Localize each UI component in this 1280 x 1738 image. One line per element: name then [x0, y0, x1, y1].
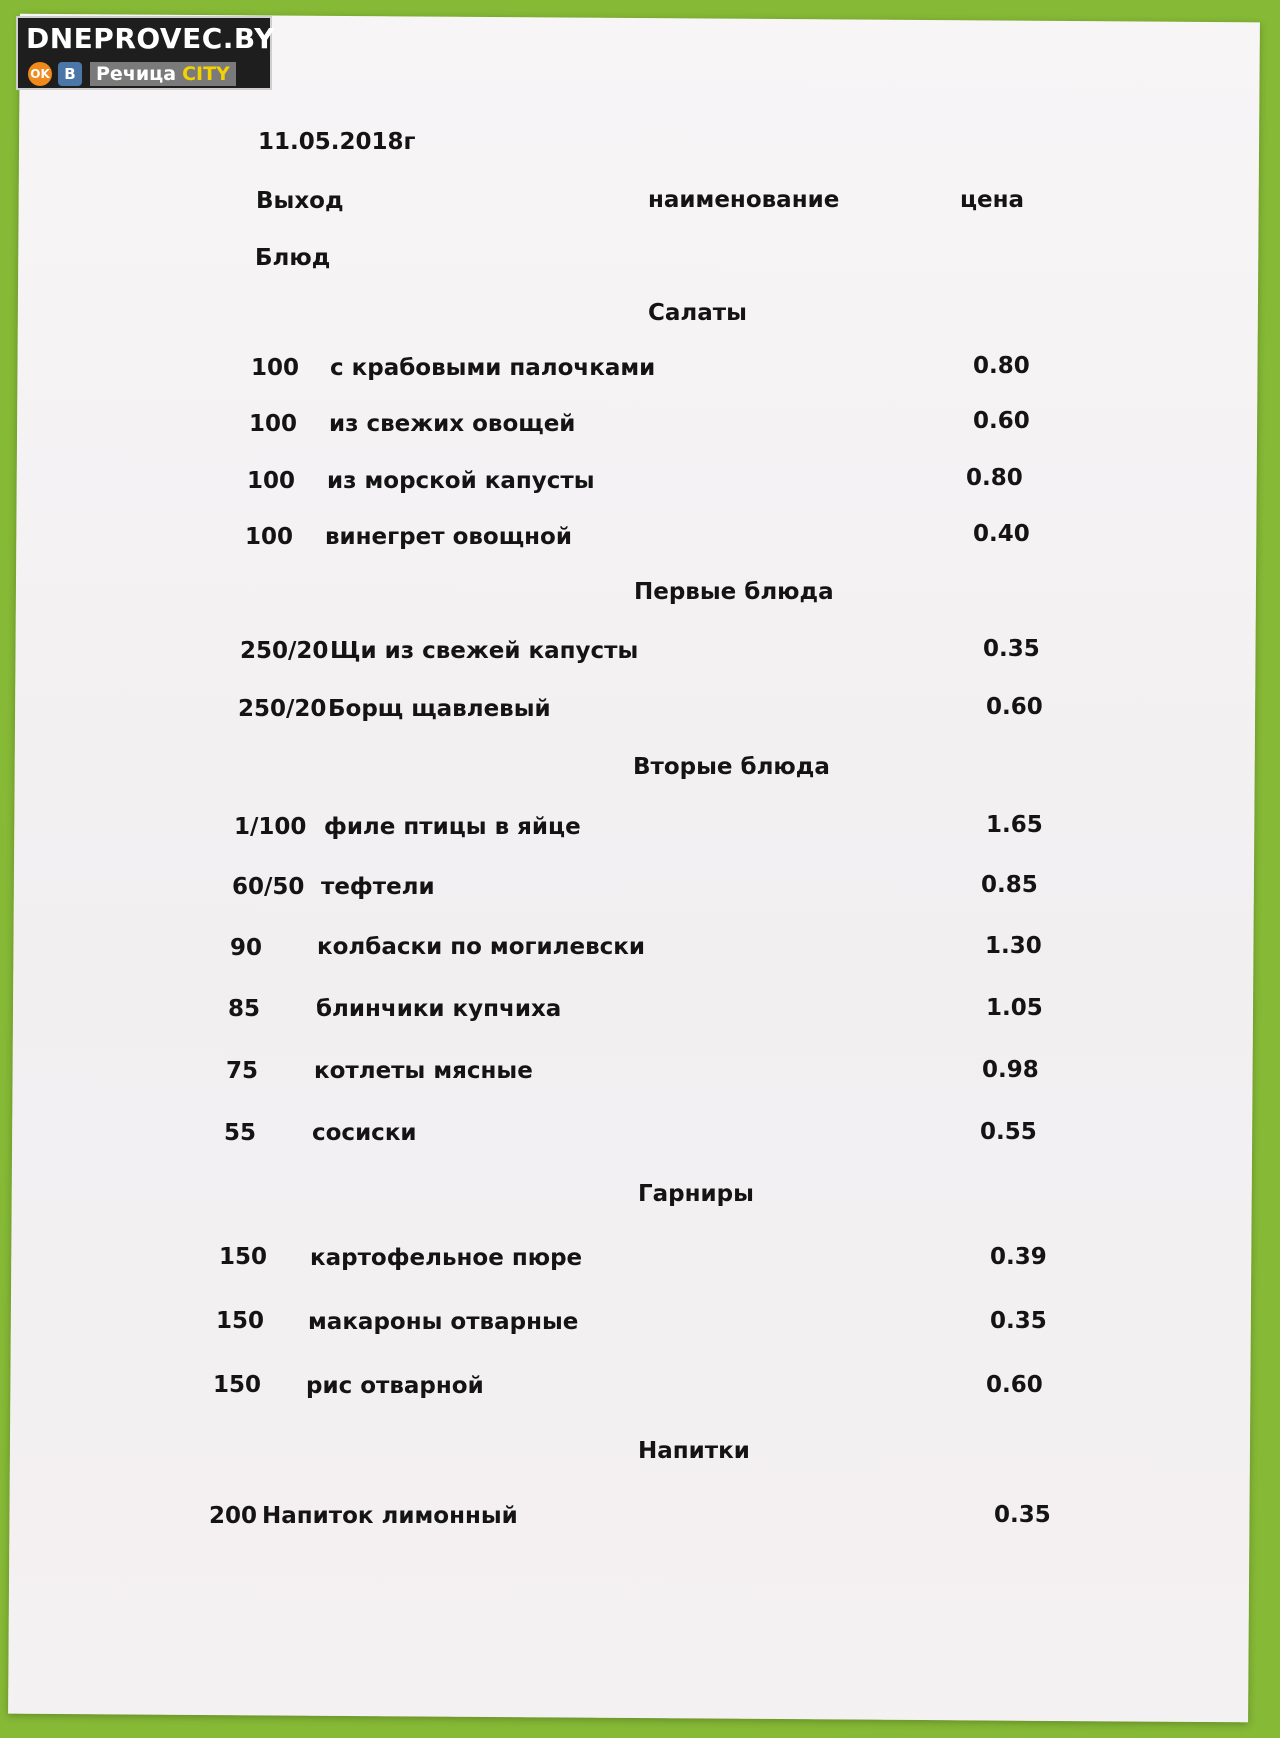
vk-icon: B — [58, 62, 82, 86]
item-name: винегрет овощной — [325, 524, 572, 550]
item-price: 0.55 — [980, 1119, 1037, 1145]
item-price: 0.60 — [986, 1372, 1043, 1398]
odnoklassniki-icon: OK — [28, 62, 52, 86]
item-price: 0.85 — [981, 872, 1038, 898]
item-price: 1.65 — [986, 812, 1043, 838]
item-price: 1.30 — [985, 933, 1042, 959]
item-name: Щи из свежей капусты — [330, 638, 639, 664]
item-name: филе птицы в яйце — [324, 814, 581, 840]
watermark-city-name: Речица — [96, 63, 177, 85]
item-portion: 55 — [224, 1120, 257, 1146]
item-portion: 100 — [251, 355, 300, 381]
item-name: Борщ щавлевый — [328, 696, 551, 722]
item-price: 0.35 — [994, 1502, 1051, 1528]
item-name: из свежих овощей — [329, 411, 576, 437]
item-name: тефтели — [321, 874, 435, 900]
item-price: 0.60 — [973, 408, 1030, 434]
item-price: 0.80 — [966, 465, 1023, 491]
item-portion: 250/20 — [240, 638, 329, 664]
item-price: 0.35 — [990, 1308, 1047, 1334]
item-portion: 150 — [219, 1244, 268, 1270]
item-portion: 60/50 — [232, 874, 305, 900]
item-price: 0.35 — [983, 636, 1040, 662]
item-name: макароны отварные — [308, 1309, 579, 1335]
item-price: 1.05 — [986, 995, 1043, 1021]
item-price: 0.39 — [990, 1244, 1047, 1270]
item-portion: 100 — [247, 468, 296, 494]
item-portion: 90 — [230, 935, 263, 961]
section-title: Напитки — [638, 1438, 750, 1464]
item-portion: 150 — [213, 1372, 262, 1398]
watermark-social-row — [28, 62, 236, 86]
section-title: Салаты — [648, 300, 747, 326]
item-portion: 250/20 — [238, 696, 327, 722]
item-portion: 1/100 — [234, 814, 307, 840]
item-name: котлеты мясные — [314, 1058, 533, 1084]
column-price: цена — [960, 187, 1025, 213]
item-name: блинчики купчиха — [316, 996, 562, 1022]
item-portion: 100 — [245, 524, 294, 550]
item-price: 0.98 — [982, 1057, 1039, 1083]
watermark-site-name: DNEPROVEC.BY — [26, 22, 276, 55]
section-title: Первые блюда — [634, 579, 834, 605]
watermark-city-word: CITY — [182, 63, 230, 85]
column-output-line2: Блюд — [255, 245, 331, 271]
item-price: 0.80 — [973, 353, 1030, 379]
item-portion: 150 — [216, 1308, 265, 1334]
column-name: наименование — [648, 187, 840, 213]
item-name: Напиток лимонный — [262, 1503, 518, 1529]
item-portion: 100 — [249, 411, 298, 437]
item-name: с крабовыми палочками — [330, 355, 656, 381]
section-title: Вторые блюда — [633, 754, 830, 780]
item-name: из морской капусты — [327, 468, 595, 494]
item-name: картофельное пюре — [310, 1245, 583, 1271]
item-name: колбаски по могилевски — [317, 934, 645, 960]
site-watermark — [16, 16, 276, 90]
item-name: рис отварной — [306, 1373, 484, 1399]
item-portion: 200 — [209, 1503, 258, 1529]
menu-sheet — [8, 14, 1260, 1723]
item-price: 0.60 — [986, 694, 1043, 720]
item-portion: 75 — [226, 1058, 259, 1084]
column-output: Выход — [256, 188, 344, 214]
item-price: 0.40 — [973, 521, 1030, 547]
menu-date: 11.05.2018г — [258, 129, 416, 155]
item-portion: 85 — [228, 996, 261, 1022]
watermark-city-tag — [90, 62, 236, 86]
item-name: сосиски — [312, 1120, 417, 1146]
section-title: Гарниры — [638, 1181, 754, 1207]
